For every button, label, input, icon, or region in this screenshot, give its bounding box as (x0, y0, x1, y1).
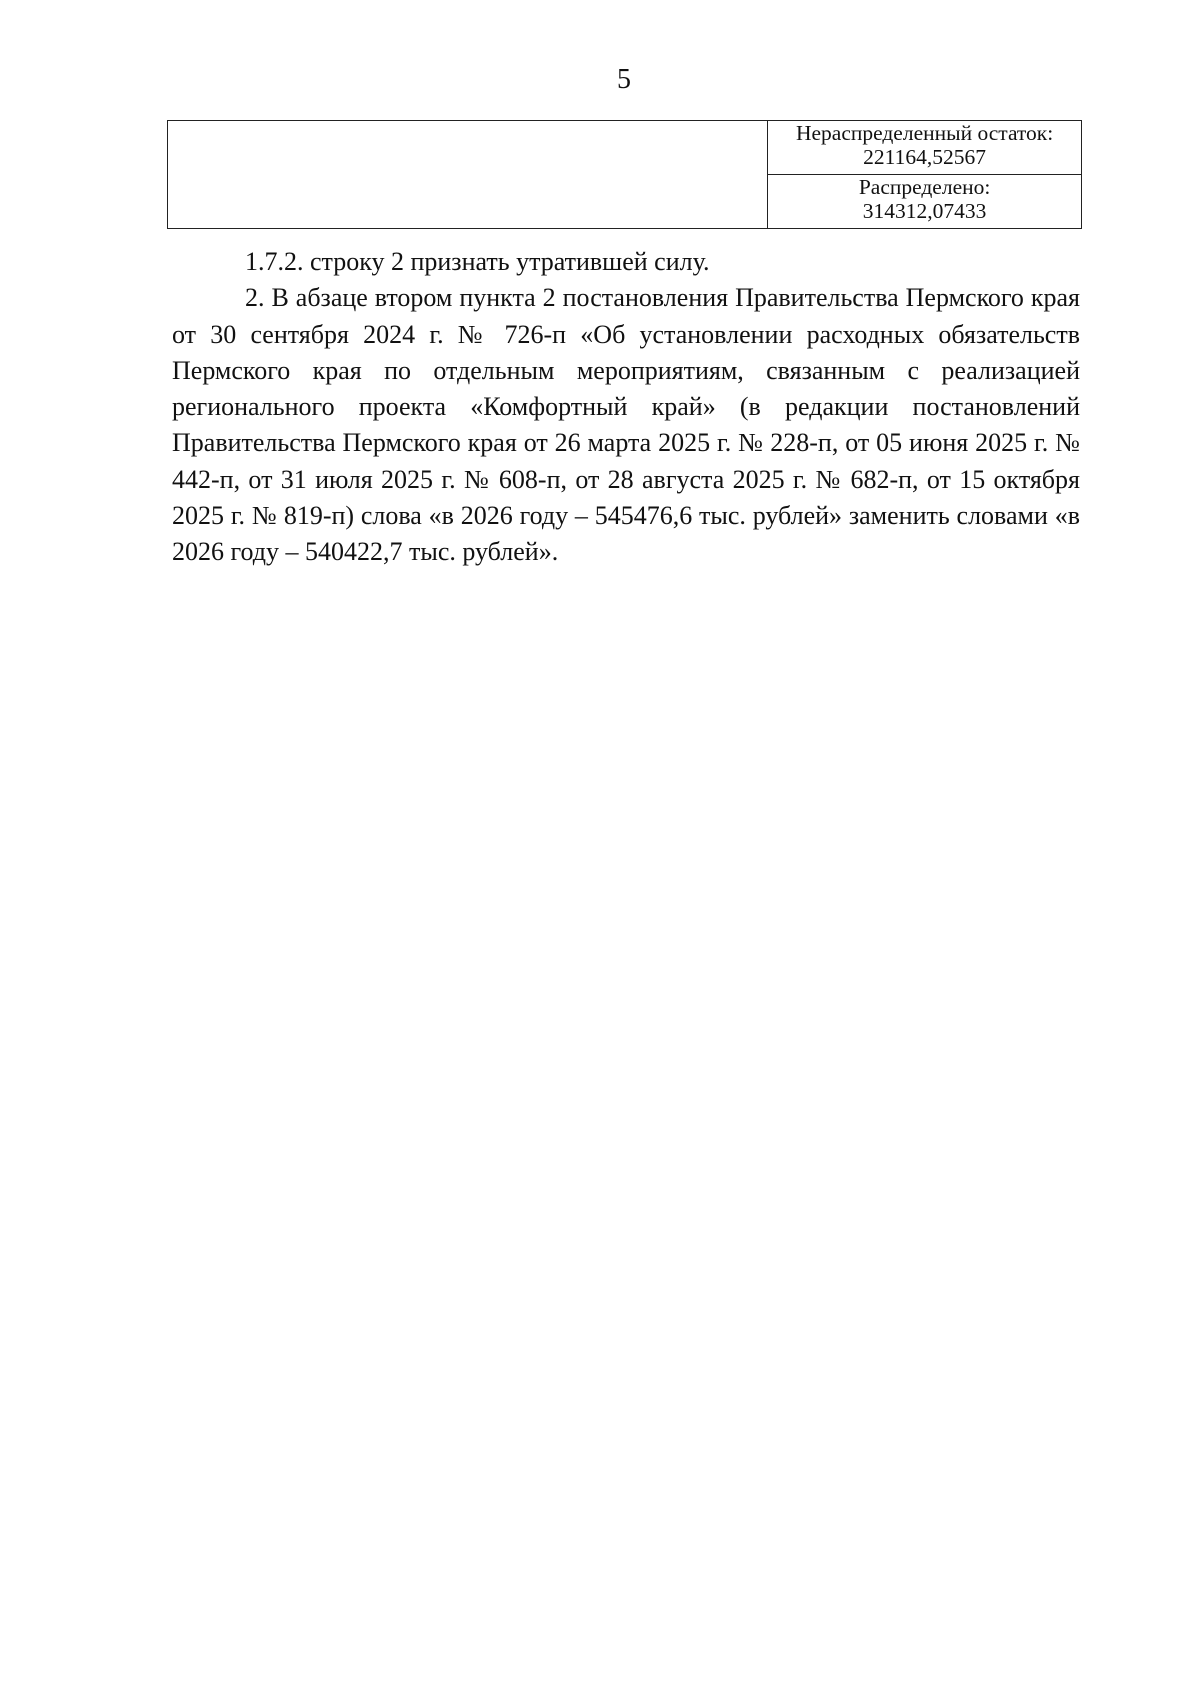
empty-cell (168, 121, 768, 229)
table-cell-unallocated (768, 121, 1082, 175)
paragraph-1-7-2: 1.7.2. строку 2 признать утратившей силу. (245, 247, 710, 276)
paragraph-2: 2. В абзаце втором пункта 2 постановления Правительства Пермского края от 30 сентября 2024 г. № 726-п «Об установлении расходных обязательств Пермского края по отдельным мероприятиям, связанным с реализацией регионального проекта «Комфортный край» (в редакции постановлений Правительства Пермского края от 26 марта 2025 г. № 228-п, от 05 июня 2025 г. № 442-п, от 31 июля 2025 г. № 608-п, от 28 августа 2025 г. № 682-п, от 15 октября 2025 г. № 819-п) слова «в 2026 году – 545476,6 тыс. рублей» заменить словами «в 2026 году – 540422,7 тыс. рублей». (172, 283, 1080, 567)
page-number: 5 (617, 64, 631, 95)
allocated-label: Распределено: (858, 175, 991, 199)
unallocated-value: 221164,52567 (863, 145, 986, 169)
document-body (172, 244, 1080, 571)
allocated-value: 314312,07433 (862, 199, 987, 223)
table-cell-allocated (768, 175, 1082, 229)
table-row (168, 121, 1082, 175)
balance-table (167, 120, 1082, 229)
unallocated-label: Нераспределенный остаток: (795, 121, 1054, 145)
